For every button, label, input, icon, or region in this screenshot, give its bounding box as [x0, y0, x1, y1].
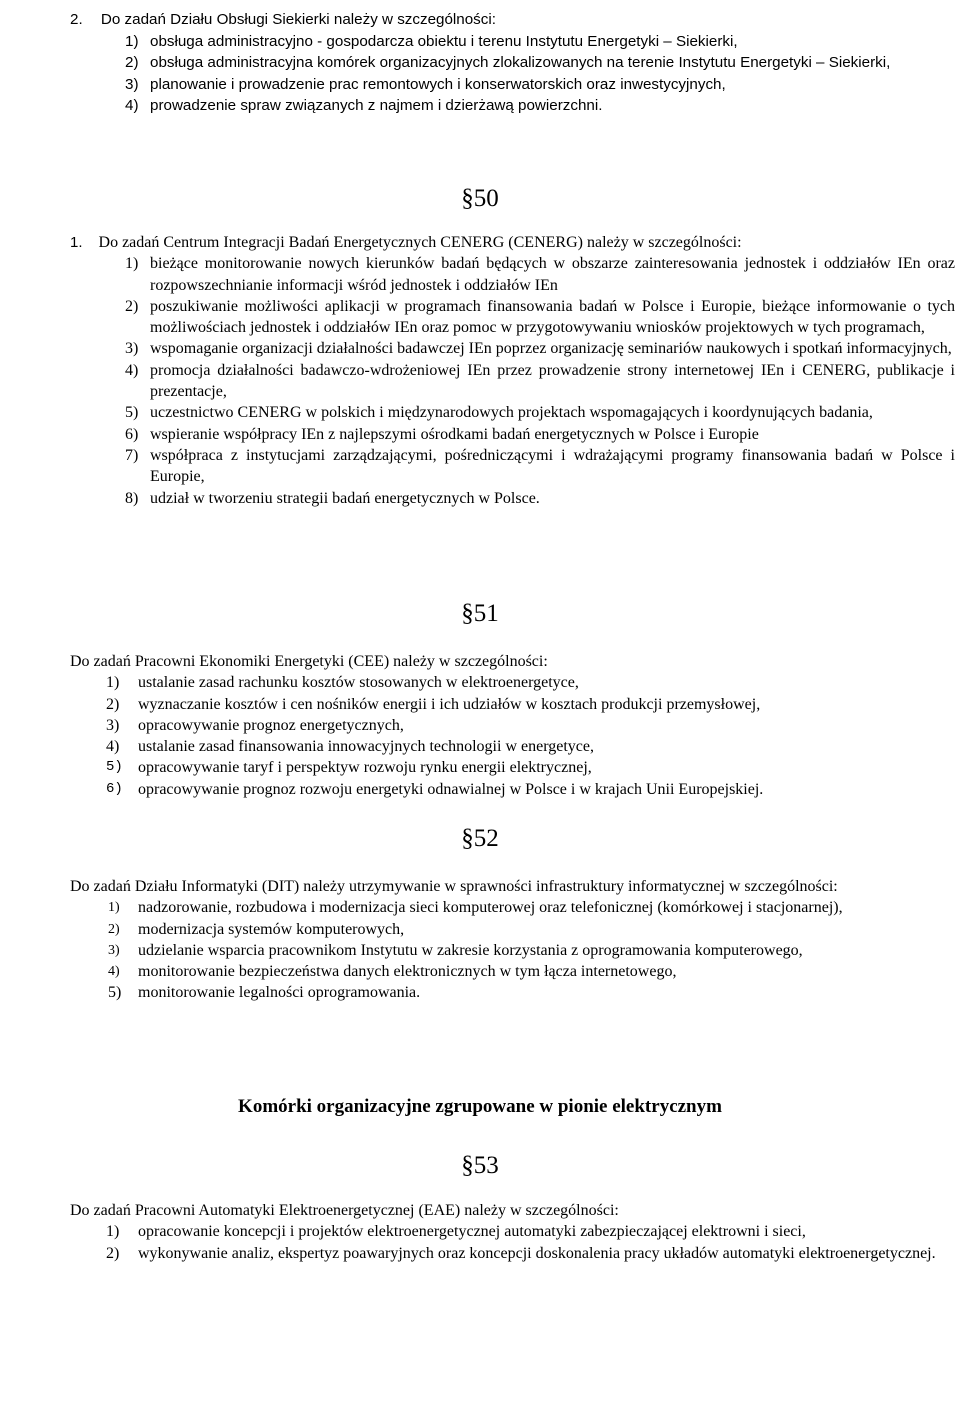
list-item-number: 4) [125, 97, 139, 114]
list-item-text: wykonywanie analiz, ekspertyz poawaryjnych oraz koncepcji doskonalenia pracy układów automatyki elektroenergetycznej. [138, 1244, 936, 1262]
list-item-text: opracowywanie prognoz rozwoju energetyki odnawialnej w Polsce i w krajach Unii Europejskiej. [138, 780, 764, 798]
list-item-text: obsługa administracyjna komórek organizacyjnych zlokalizowanych na terenie Instytutu Energetyki – Siekierki, [150, 54, 891, 71]
section-symbol: § [461, 1152, 474, 1179]
paragraph-text: Do zadań Działu Obsługi Siekierki należy w szczególności: [100, 11, 496, 28]
section-heading-52 [0, 824, 960, 854]
list-item-text: opracowanie koncepcji i projektów elektroenergetycznej automatyki zabezpieczającej elektrowni i sieci, [138, 1223, 806, 1241]
list-item-text: udzielanie wsparcia pracownikom Instytutu w zakresie korzystania z oprogramowania komputerowego, [138, 941, 803, 959]
list-item [70, 445, 955, 488]
section-number: 53 [473, 1152, 499, 1179]
section-number: 51 [473, 600, 499, 627]
list-item-text: obsługa administracyjno - gospodarcza obiektu i terenu Instytutu Energetyki – Siekierki, [150, 32, 738, 50]
paragraph-text: Do zadań Działu Informatyki (DIT) należy utrzymywanie w sprawności infrastruktury informatycznej w szczególności: [70, 878, 838, 895]
list-item [70, 919, 870, 940]
section-symbol: § [461, 185, 474, 212]
list-item-text: opracowywanie taryf i perspektyw rozwoju rynku energii elektrycznej, [138, 759, 592, 777]
list-item-number: 4) [125, 361, 139, 379]
list-item-text: prowadzenie spraw związanych z najmem i dzierżawą powierzchni. [150, 97, 603, 114]
list-item [70, 715, 955, 736]
list-item-number: 3) [106, 716, 120, 734]
list-item-number: 3) [125, 340, 139, 358]
list-item-number: 1) [125, 255, 139, 273]
list-item-number: 2) [106, 1244, 120, 1262]
section-symbol: § [461, 600, 474, 627]
paragraph-number: 2. [70, 11, 83, 28]
paragraph-number: 1. [70, 234, 83, 251]
paragraph-intro [70, 1200, 955, 1221]
list-item [70, 694, 955, 715]
paragraph-text: Do zadań Pracowni Ekonomiki Energetyki (CEE) należy w szczególności: [70, 653, 548, 670]
list-item-number: 1) [106, 1223, 120, 1241]
section-cee [70, 651, 955, 800]
list-item [70, 402, 955, 423]
list-item [70, 897, 858, 918]
list-item-text: udział w tworzeniu strategii badań energetycznych w Polsce. [150, 489, 540, 507]
list-item-number: 2) [108, 921, 120, 937]
list-item [70, 779, 955, 800]
list-item-number: 6) [125, 425, 139, 443]
list-item [70, 31, 950, 53]
list-item [70, 360, 955, 403]
section-dzial-obslugi [70, 9, 950, 117]
list-item [70, 736, 955, 757]
paragraph-intro [70, 651, 955, 672]
list-item [70, 961, 870, 982]
list-item [70, 757, 955, 778]
list-item-number: 2) [125, 54, 139, 71]
list-item [70, 424, 955, 445]
list-item-text: monitorowanie legalności oprogramowania. [138, 984, 421, 1002]
list-item-text: bieżące monitorowanie nowych kierunków badań będących w obszarze zainteresowania jednostek i oddziałów IEn oraz rozpowszechnianie informacji wśród jednostek i oddziałów IEn [150, 255, 955, 294]
list-item-number: 1) [125, 32, 139, 50]
section-heading-53 [0, 1151, 960, 1181]
list-item [70, 74, 950, 96]
list-item-text: promocja działalności badawczo-wdrożeniowej IEn przez prowadzenie strony internetowej IEn i CENERG, publikacje i prezentacje, [150, 361, 955, 401]
paragraph-intro [70, 232, 955, 253]
list-item-text: poszukiwanie możliwości aplikacji w programach finansowania badań w Polsce i Europie, bieżące informowanie o tych możliwościach jednostek i oddziałów IEn oraz pomoc w przygotowywaniu wniosków projektowych w tych programach, [150, 297, 955, 337]
list-item-text: uczestnictwo CENERG w polskich i międzynarodowych projektach wspomagających i koordynujących badania, [150, 404, 873, 422]
list-item-number: 8) [125, 489, 139, 507]
list-item [70, 672, 955, 693]
list-item-text: nadzorowanie, rozbudowa i modernizacja sieci komputerowej oraz telefonicznej (komórkowej i stacjonarnej), [138, 899, 843, 917]
list-item-number: 5) [106, 759, 123, 776]
list-item-number: 2) [125, 297, 139, 315]
list-item-text: opracowywanie prognoz energetycznych, [138, 716, 404, 734]
group-heading: Komórki organizacyjne zgrupowane w pionie elektrycznym [238, 1096, 722, 1117]
section-heading-50 [0, 184, 960, 214]
list-item [70, 296, 955, 339]
list-item-number: 5) [108, 984, 122, 1002]
list-item [70, 52, 950, 74]
list-item-number: 5) [125, 404, 139, 422]
section-dit [70, 876, 870, 1004]
list-item-number: 1) [108, 900, 120, 916]
list-item-text: wspomaganie organizacji działalności badawczej IEn poprzez organizację seminariów naukowych i spotkań informacyjnych, [150, 340, 952, 358]
list-item-number: 6) [106, 780, 123, 797]
list-item [70, 940, 960, 961]
section-number: 50 [473, 185, 499, 212]
list-item-text: monitorowanie bezpieczeństwa danych elektronicznych w tym łącza internetowego, [138, 963, 677, 981]
list-item-number: 7) [125, 446, 139, 464]
list-item-number: 3) [108, 942, 120, 958]
list-item-text: ustalanie zasad rachunku kosztów stosowanych w elektroenergetyce, [138, 674, 579, 692]
paragraph-text: Do zadań Pracowni Automatyki Elektroenergetycznej (EAE) należy w szczególności: [70, 1202, 619, 1219]
section-number: 52 [473, 825, 499, 852]
paragraph-text: Do zadań Centrum Integracji Badań Energetycznych CENERG (CENERG) należy w szczególności: [98, 234, 742, 251]
list-item [70, 253, 955, 296]
section-heading-51 [0, 599, 960, 629]
section-cenerg [70, 232, 955, 509]
list-item [70, 95, 950, 117]
section-eae [70, 1200, 955, 1264]
list-item-number: 4) [108, 964, 120, 980]
paragraph-intro [70, 876, 870, 897]
list-item-number: 3) [125, 75, 139, 93]
list-item [70, 1243, 955, 1264]
list-item [70, 982, 870, 1003]
paragraph-intro [70, 9, 950, 31]
list-item-text: wyznaczanie kosztów i cen nośników energii i ich udziałów w kosztach produkcji przemysłowej, [138, 695, 761, 713]
list-item [70, 488, 955, 509]
list-item-number: 2) [106, 695, 120, 713]
list-item-number: 1) [106, 674, 120, 692]
list-item-text: ustalanie zasad finansowania innowacyjnych technologii w energetyce, [138, 738, 594, 756]
list-item-text: wspieranie współpracy IEn z najlepszymi ośrodkami badań energetycznych w Polsce i Europie [150, 425, 759, 443]
list-item-text: modernizacja systemów komputerowych, [138, 920, 405, 938]
list-item [70, 338, 955, 359]
list-item-text: planowanie i prowadzenie prac remontowych i konserwatorskich oraz inwestycyjnych, [150, 75, 726, 93]
list-item [70, 1221, 955, 1242]
list-item-number: 4) [106, 738, 120, 756]
section-symbol: § [461, 825, 474, 852]
list-item-text: współpraca z instytucjami zarządzającymi, pośredniczącymi i wdrażającymi programy finansowania badań w Polsce i Europie, [150, 446, 955, 486]
